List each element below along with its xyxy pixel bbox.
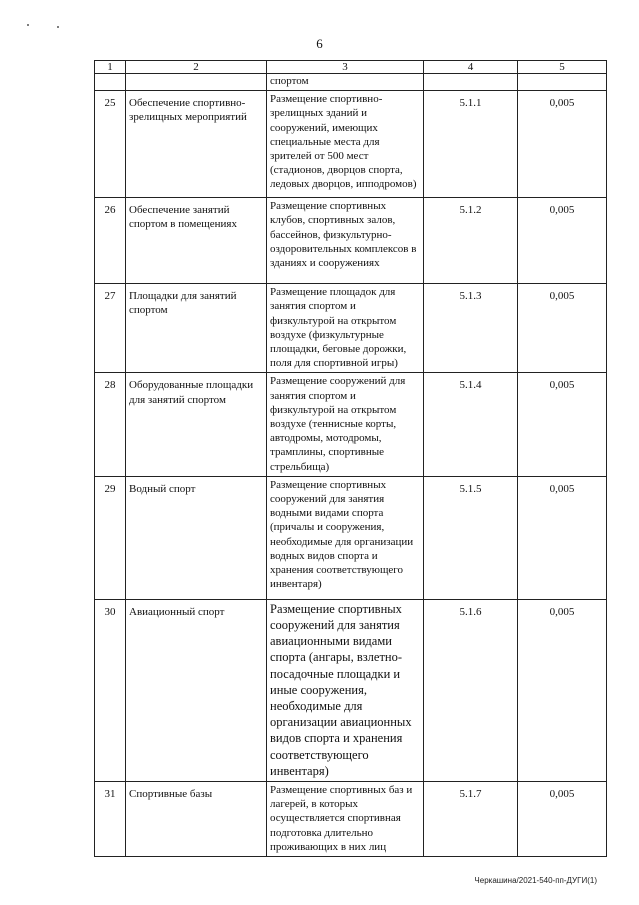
coefficient-value: 0,005	[518, 284, 607, 373]
continuation-text: спортом	[267, 74, 424, 91]
continuation-row	[95, 74, 607, 91]
use-type-name: Площадки для занятий спортом	[126, 284, 267, 373]
use-type-name: Обеспечение спортивно-зрелищных мероприятий	[126, 91, 267, 198]
table-row	[95, 599, 607, 781]
coefficient-value: 0,005	[518, 782, 607, 857]
empty-cell	[95, 74, 126, 91]
scan-speck	[27, 24, 29, 26]
empty-cell	[518, 74, 607, 91]
use-type-name: Оборудованные площадки для занятий спортом	[126, 373, 267, 476]
table-row	[95, 284, 607, 373]
land-use-table	[94, 60, 607, 857]
classifier-code: 5.1.1	[424, 91, 518, 198]
coefficient-value: 0,005	[518, 599, 607, 781]
scan-speck	[57, 26, 59, 28]
empty-cell	[424, 74, 518, 91]
header-cell: 4	[424, 61, 518, 74]
page-number: 6	[316, 36, 323, 51]
empty-cell	[126, 74, 267, 91]
row-number: 30	[95, 599, 126, 781]
coefficient-value: 0,005	[518, 476, 607, 599]
header-row	[95, 61, 607, 74]
use-type-description: Размещение спортивных баз и лагерей, в которых осуществляется спортивная подготовка длительно проживающих в них лиц	[267, 782, 424, 857]
table-row	[95, 91, 607, 198]
use-type-description: Размещение площадок для занятия спортом и физкультурой на открытом воздухе (физкультурные площадки, беговые дорожки, поля для спортивной игры)	[267, 284, 424, 373]
table-row	[95, 782, 607, 857]
classifier-code: 5.1.6	[424, 599, 518, 781]
row-number: 26	[95, 198, 126, 284]
use-type-description: Размещение спортивных сооружений для занятия авиационными видами спорта (ангары, взлетно-посадочные площадки и иные сооружения, необходимые для организации авиационных видов спорта и хранения соответствующего инвентаря)	[267, 599, 424, 781]
classifier-code: 5.1.7	[424, 782, 518, 857]
row-number: 25	[95, 91, 126, 198]
use-type-description: Размещение спортивных сооружений для занятия водными видами спорта (причалы и сооружения, необходимые для организации водных видов спорта и хранения соответствующего инвентаря)	[267, 476, 424, 599]
coefficient-value: 0,005	[518, 91, 607, 198]
header-cell: 3	[267, 61, 424, 74]
classifier-code: 5.1.3	[424, 284, 518, 373]
use-type-name: Спортивные базы	[126, 782, 267, 857]
header-cell: 1	[95, 61, 126, 74]
row-number: 31	[95, 782, 126, 857]
table-row	[95, 198, 607, 284]
coefficient-value: 0,005	[518, 373, 607, 476]
use-type-name: Водный спорт	[126, 476, 267, 599]
use-type-description: Размещение сооружений для занятия спортом и физкультурой на открытом воздухе (теннисные корты, автодромы, мотодромы, трамплины, спортивные стрельбища)	[267, 373, 424, 476]
header-cell: 2	[126, 61, 267, 74]
use-type-name: Обеспечение занятий спортом в помещениях	[126, 198, 267, 284]
classifier-code: 5.1.2	[424, 198, 518, 284]
classifier-code: 5.1.5	[424, 476, 518, 599]
table-row	[95, 476, 607, 599]
classifier-code: 5.1.4	[424, 373, 518, 476]
header-cell: 5	[518, 61, 607, 74]
table-row	[95, 373, 607, 476]
row-number: 28	[95, 373, 126, 476]
row-number: 27	[95, 284, 126, 373]
use-type-description: Размещение спортивно-зрелищных зданий и сооружений, имеющих специальные места для зрителей от 500 мест (стадионов, дворцов спорта, ледовых дворцов, ипподромов)	[267, 91, 424, 198]
use-type-name: Авиационный спорт	[126, 599, 267, 781]
document-footer: Черкашина/2021-540-пп-ДУГИ(1)	[474, 876, 597, 885]
use-type-description: Размещение спортивных клубов, спортивных залов, бассейнов, физкультурно-оздоровительных комплексов в зданиях и сооружениях	[267, 198, 424, 284]
row-number: 29	[95, 476, 126, 599]
coefficient-value: 0,005	[518, 198, 607, 284]
